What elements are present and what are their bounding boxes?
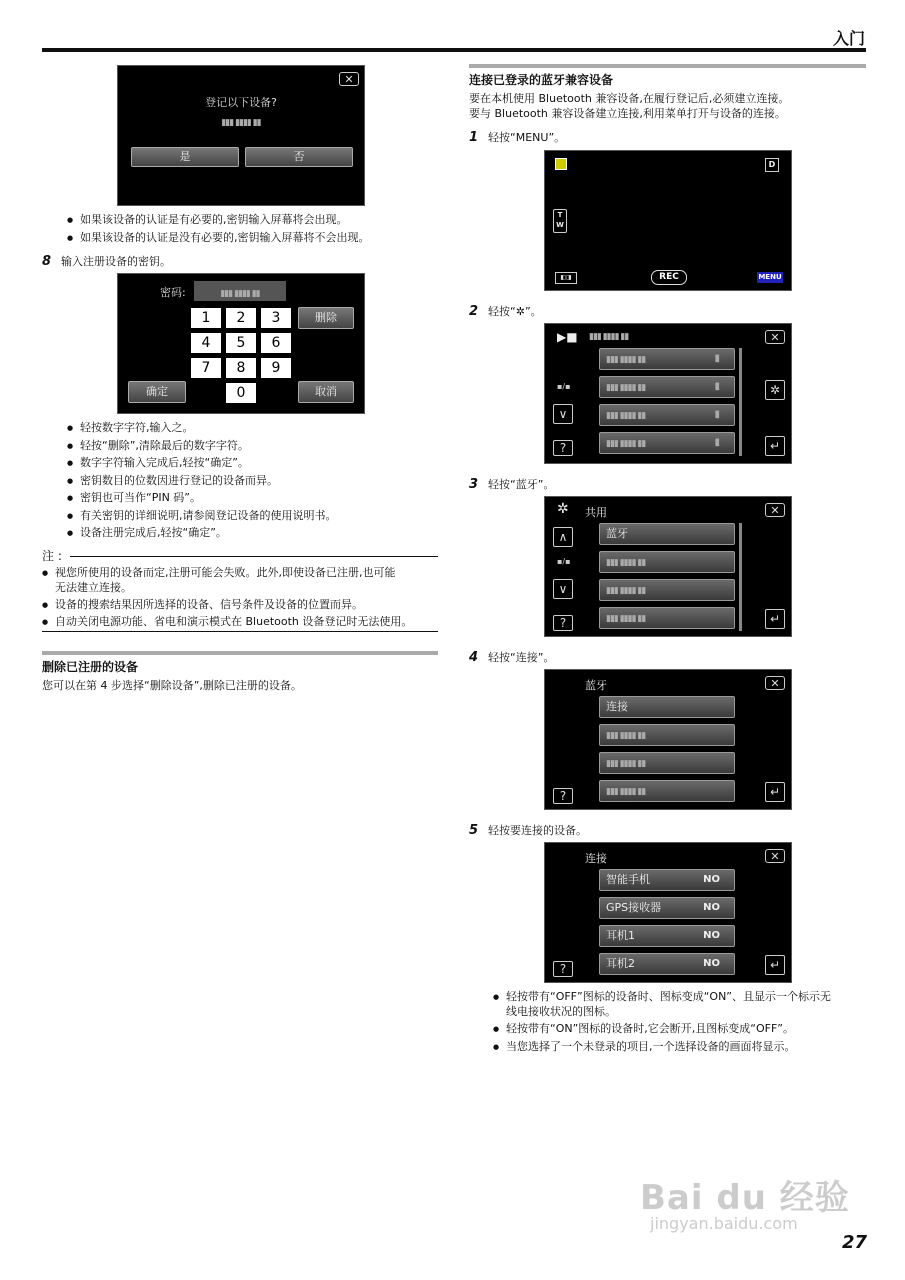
pin-label: 密码: — [160, 286, 186, 299]
screen-title: 蓝牙 — [585, 679, 607, 692]
connect-screen — [544, 842, 792, 983]
mode-icon — [555, 158, 567, 170]
bluetooth-screen — [544, 669, 792, 810]
step-1: 1 轻按“MENU”。 — [469, 130, 566, 145]
key-8[interactable]: 8 — [226, 358, 256, 378]
step-5: 5 轻按要连接的设备。 — [469, 823, 588, 838]
delete-button[interactable]: 删除 — [298, 307, 354, 329]
note-keypad-5: ● 密钥也可当作“PIN 码”。 — [80, 490, 201, 506]
video-camera-icon: ▶■ — [557, 330, 578, 344]
step-4: 4 轻按“连接”。 — [469, 650, 555, 665]
note-1: ● 视您所使用的设备而定,注册可能会失败。此外,即使设备已注册,也可能 — [55, 565, 396, 581]
no-button[interactable]: 否 — [245, 147, 353, 167]
back-button[interactable]: ↵ — [765, 955, 785, 975]
menu-item[interactable]: ▮▮▮ ▮▮▮▮ ▮▮ ▮ — [599, 432, 735, 454]
section-title-connect: 连接已登录的蓝牙兼容设备 — [469, 73, 614, 87]
rec-button[interactable]: REC — [651, 270, 687, 285]
menu-item[interactable]: ▮▮▮ ▮▮▮▮ ▮▮ ▮ — [599, 376, 735, 398]
key-2[interactable]: 2 — [226, 308, 256, 328]
back-button[interactable]: ↵ — [765, 782, 785, 802]
confirm-dialog-screen — [117, 65, 365, 206]
note-keypad-2: ● 轻按“删除”,清除最后的数字字符。 — [80, 438, 249, 454]
close-icon[interactable]: ✕ — [339, 72, 359, 86]
help-button[interactable]: ? — [553, 440, 573, 456]
watermark-logo: Bai du 经验 — [640, 1178, 850, 1218]
scroll-up-button[interactable]: ∧ — [553, 527, 573, 547]
back-button[interactable]: ↵ — [765, 609, 785, 629]
scrollbar[interactable] — [739, 523, 742, 631]
menu-item[interactable]: ▮▮▮ ▮▮▮▮ ▮▮ — [599, 551, 735, 573]
note-confirm-2: ● 如果该设备的认证是没有必要的,密钥输入屏幕将不会出现。 — [80, 230, 370, 246]
key-5[interactable]: 5 — [226, 333, 256, 353]
pin-field[interactable]: ▮▮▮ ▮▮▮▮ ▮▮ — [194, 281, 286, 301]
close-icon[interactable]: ✕ — [765, 503, 785, 517]
note-keypad-7: ● 设备注册完成后,轻按“确定”。 — [80, 525, 227, 541]
cancel-button[interactable]: 取消 — [298, 381, 354, 403]
device-row-headset2[interactable]: 耳机2 NO — [599, 953, 735, 975]
note-keypad-1: ● 轻按数字字符,输入之。 — [80, 420, 194, 436]
key-0[interactable]: 0 — [226, 383, 256, 403]
step-2: 2 轻按“✲”。 — [469, 304, 542, 319]
menu-item[interactable]: ▮▮▮ ▮▮▮▮ ▮▮ — [599, 724, 735, 746]
common-settings-screen — [544, 496, 792, 637]
key-4[interactable]: 4 — [191, 333, 221, 353]
page-indicator: ▪/▪ — [557, 382, 571, 391]
section-title-delete: 删除已注册的设备 — [42, 660, 139, 674]
help-button[interactable]: ? — [553, 961, 573, 977]
note-3: ● 自动关闭电源功能、省电和演示模式在 Bluetooth 设备登记时无法使用。 — [55, 614, 412, 630]
device-name: ▮▮▮ ▮▮▮▮ ▮▮ — [221, 118, 261, 128]
section-body-2: 要与 Bluetooth 兼容设备建立连接,利用菜单打开与设备的连接。 — [469, 107, 786, 120]
gear-icon: ✲ — [515, 305, 525, 318]
close-icon[interactable]: ✕ — [765, 676, 785, 690]
key-9[interactable]: 9 — [261, 358, 291, 378]
back-button[interactable]: ↵ — [765, 436, 785, 456]
menu-button[interactable]: MENU — [758, 273, 782, 281]
note-1-cont: 无法建立连接。 — [55, 581, 132, 594]
note-rule — [70, 556, 438, 557]
note-keypad-6: ● 有关密钥的详细说明,请参阅登记设备的使用说明书。 — [80, 508, 337, 524]
note-keypad-4: ● 密钥数目的位数因进行登记的设备而异。 — [80, 473, 278, 489]
screen-title: 连接 — [585, 852, 607, 865]
device-row-headset1[interactable]: 耳机1 NO — [599, 925, 735, 947]
close-icon[interactable]: ✕ — [765, 849, 785, 863]
gear-icon: ✲ — [557, 501, 569, 517]
section-body-delete: 您可以在第 4 步选择“删除设备”,删除已注册的设备。 — [42, 679, 302, 692]
scroll-down-button[interactable]: ∨ — [553, 404, 573, 424]
note-right-1-cont: 线电接收状况的图标。 — [506, 1005, 616, 1018]
note-bottom-rule — [42, 631, 438, 632]
zoom-tw-button[interactable]: T W — [553, 209, 567, 233]
menu-item[interactable]: ▮▮▮ ▮▮▮▮ ▮▮ ▮ — [599, 348, 735, 370]
note-right-1: ● 轻按带有“OFF”图标的设备时、图标变成“ON”、且显示一个标示无 — [506, 989, 831, 1005]
settings-gear-icon[interactable]: ✲ — [765, 380, 785, 400]
note-right-2: ● 轻按带有“ON”图标的设备时,它会断开,且图标变成“OFF”。 — [506, 1021, 794, 1037]
key-7[interactable]: 7 — [191, 358, 221, 378]
step-3: 3 轻按“蓝牙”。 — [469, 477, 555, 492]
menu-item[interactable]: ▮▮▮ ▮▮▮▮ ▮▮ ▮ — [599, 404, 735, 426]
section-body-1: 要在本机使用 Bluetooth 兼容设备,在履行登记后,必须建立连接。 — [469, 92, 790, 105]
note-2: ● 设备的搜索结果因所选择的设备、信号条件及设备的位置而异。 — [55, 597, 363, 613]
chapter-title: 入门 — [832, 29, 865, 48]
watermark-url: jingyan.baidu.com — [650, 1214, 798, 1233]
menu-item[interactable]: ▮▮▮ ▮▮▮▮ ▮▮ — [599, 752, 735, 774]
menu-item-connect[interactable]: 连接 — [599, 696, 735, 718]
step-8: 8 输入注册设备的密钥。 — [42, 254, 172, 269]
menu-item[interactable]: ▮▮▮ ▮▮▮▮ ▮▮ — [599, 607, 735, 629]
menu-item-bluetooth[interactable]: 蓝牙 — [599, 523, 735, 545]
playback-icon[interactable]: ◧◨ — [555, 272, 577, 284]
scroll-down-button[interactable]: ∨ — [553, 579, 573, 599]
key-3[interactable]: 3 — [261, 308, 291, 328]
key-1[interactable]: 1 — [191, 308, 221, 328]
device-row-smartphone[interactable]: 智能手机 NO — [599, 869, 735, 891]
section-rule-delete — [42, 651, 438, 655]
note-right-3: ● 当您选择了一个未登录的项目,一个选择设备的画面将显示。 — [506, 1039, 796, 1055]
keypad-screen — [117, 273, 365, 414]
screen-title: 共用 — [585, 506, 607, 519]
note-keypad-3: ● 数字字符输入完成后,轻按“确定”。 — [80, 455, 249, 471]
page-number: 27 — [841, 1232, 867, 1253]
close-icon[interactable]: ✕ — [765, 330, 785, 344]
help-button[interactable]: ? — [553, 788, 573, 804]
menu-item[interactable]: ▮▮▮ ▮▮▮▮ ▮▮ — [599, 579, 735, 601]
scrollbar[interactable] — [739, 348, 742, 456]
d-badge: D — [765, 158, 779, 172]
camera-screen — [544, 150, 792, 291]
menu-item[interactable]: ▮▮▮ ▮▮▮▮ ▮▮ — [599, 780, 735, 802]
note-confirm-1: ● 如果该设备的认证是有必要的,密钥输入屏幕将会出现。 — [80, 212, 348, 228]
help-button[interactable]: ? — [553, 615, 573, 631]
ok-button[interactable]: 确定 — [128, 381, 186, 403]
page-indicator: ▪/▪ — [557, 557, 571, 566]
note-label: 注 : — [42, 549, 62, 563]
key-6[interactable]: 6 — [261, 333, 291, 353]
dialog-title: 登记以下设备? — [205, 96, 277, 109]
device-row-gps[interactable]: GPS接收器 NO — [599, 897, 735, 919]
menu-list-screen — [544, 323, 792, 464]
menu-title: ▮▮▮ ▮▮▮▮ ▮▮ — [589, 332, 629, 342]
yes-button[interactable]: 是 — [131, 147, 239, 167]
header-rule — [42, 48, 866, 52]
section-rule-connect — [469, 64, 866, 68]
